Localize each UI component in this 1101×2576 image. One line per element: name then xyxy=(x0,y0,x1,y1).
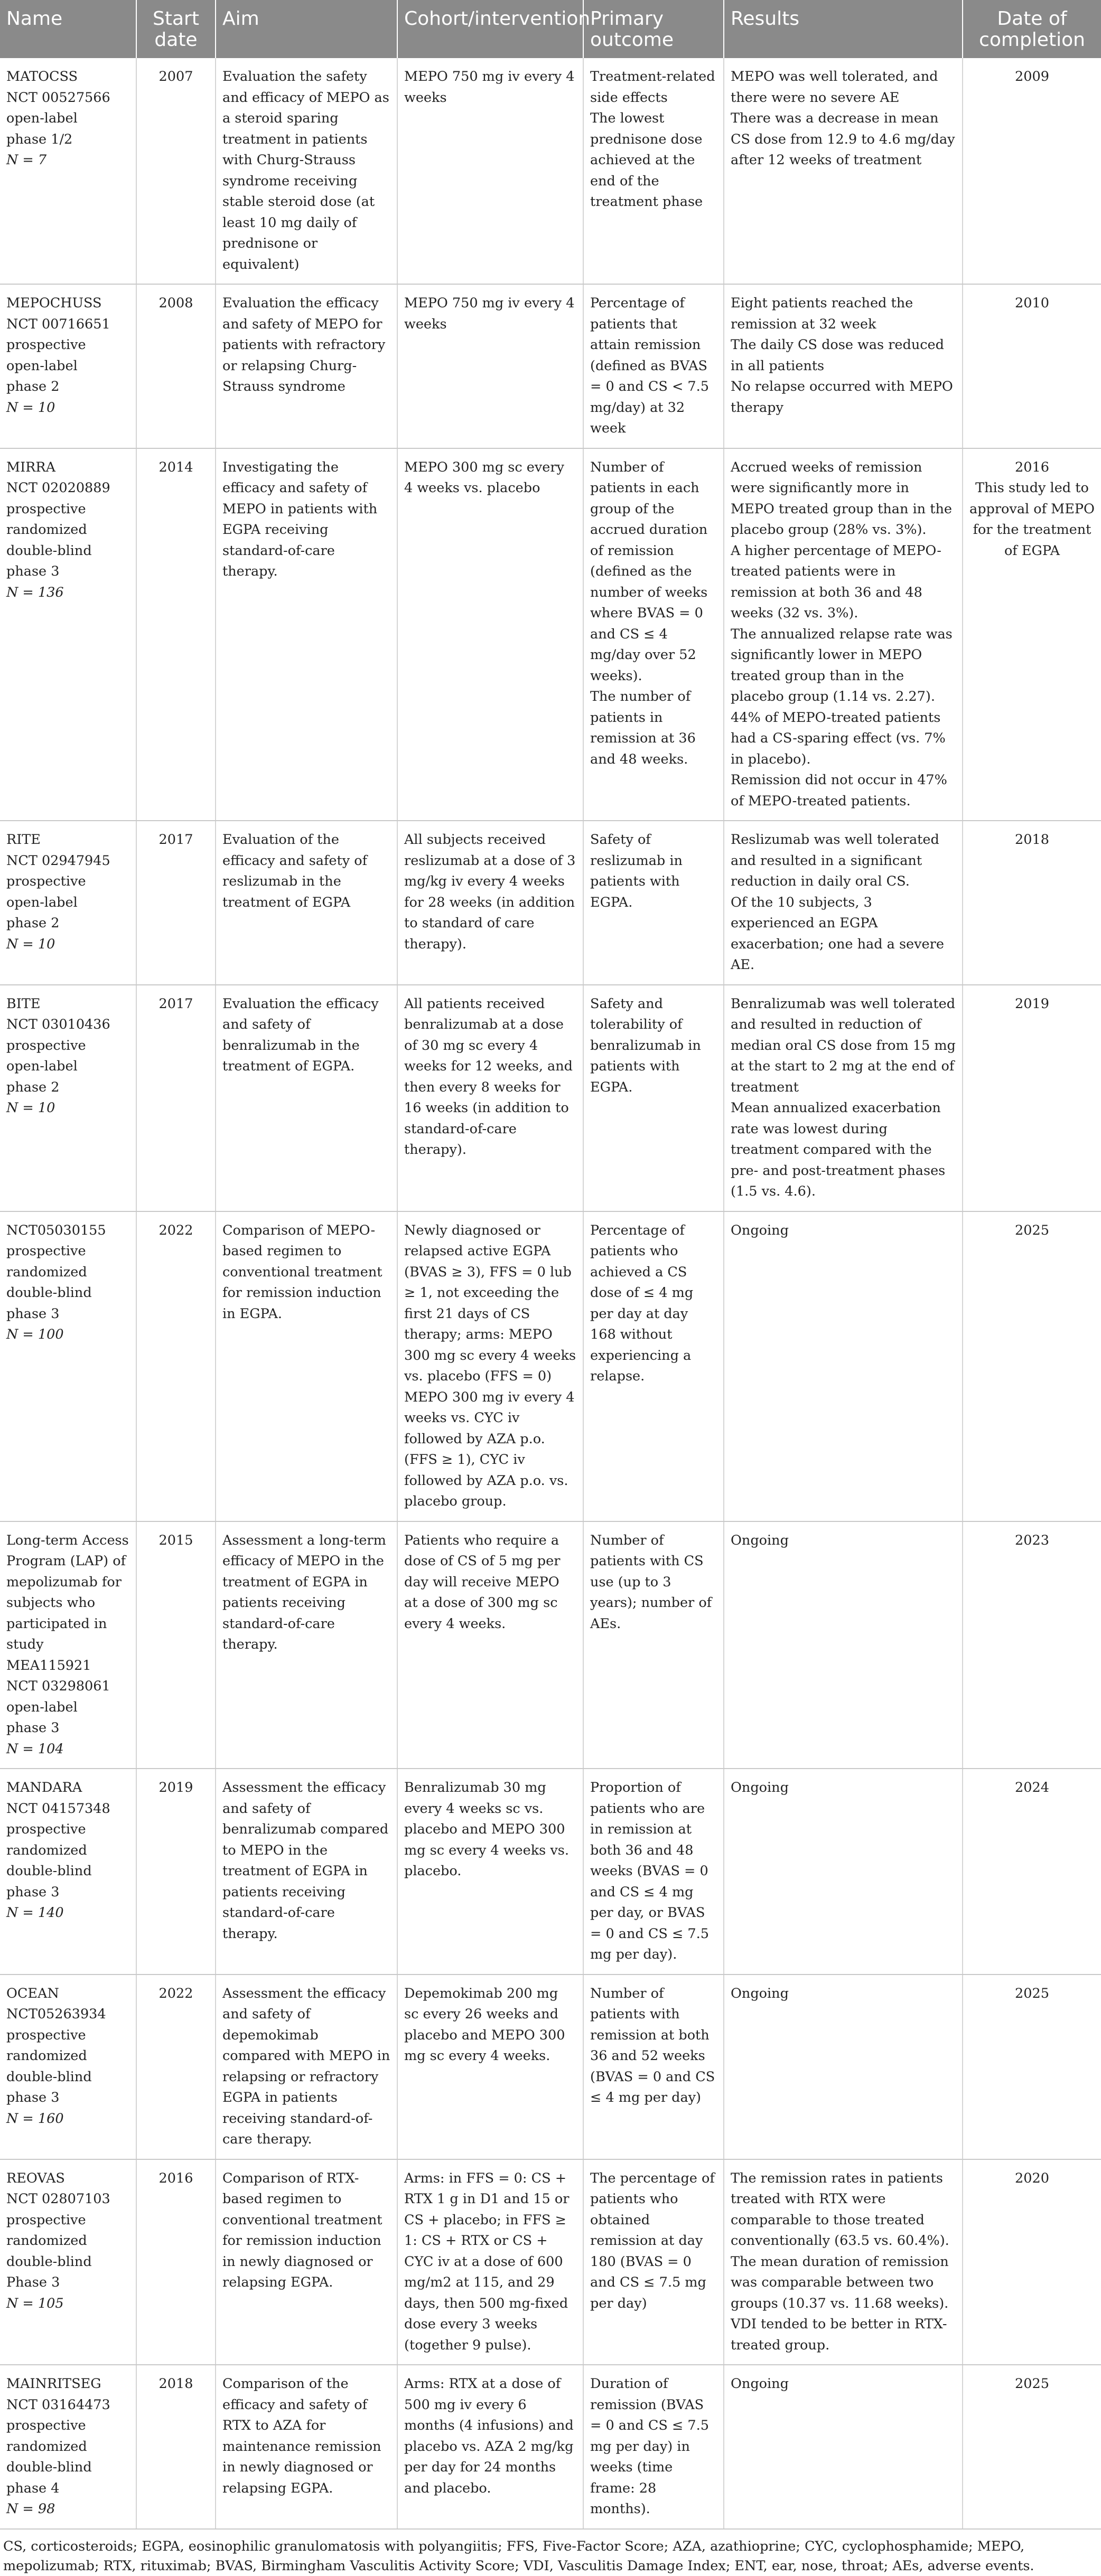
trial-sample-size: N = 136 xyxy=(6,584,64,600)
trial-name-line: RITE xyxy=(6,832,41,848)
completion-line: 2024 xyxy=(1015,1780,1049,1795)
completion-line: 2016 xyxy=(1015,459,1049,475)
trial-name-line: prospective xyxy=(6,1243,86,1259)
table-footnote: CS, corticosteroids; EGPA, eosinophilic granulomatosis with polyangiitis; FFS, Five-Factor Score; AZA, azathioprine; CYC, cyclophosphamide; MEPO, mepolizumab; RTX, rituximab; BVAS, Birmingham Vasculitis Activity Score; VDI, Vasculitis Damage Index; ENT, ear, nose, throat; AEs, adverse events. xyxy=(3,2538,1034,2574)
results-line: The mean duration of remission was comparable between two groups (10.37 vs. 11.68 weeks). xyxy=(731,2253,949,2311)
completion-line: 2009 xyxy=(1015,69,1049,84)
trial-name-line: open-label xyxy=(6,1058,78,1074)
results-line: No relapse occurred with MEPO therapy xyxy=(731,379,953,416)
trial-name-line: MAINRITSEG xyxy=(6,2376,101,2392)
trial-name-cell xyxy=(0,58,136,284)
primary-outcome-line: The lowest prednisone dose achieved at the end of the treatment phase xyxy=(590,110,703,210)
trial-sample-size: N = 100 xyxy=(6,1327,64,1342)
results-line: Mean annualized exacerbation rate was lowest during treatment compared with the pre- and post-treatment phases (1.5 vs. 4.6). xyxy=(731,1100,946,1199)
primary-outcome-line: Treatment-related side effects xyxy=(590,69,715,106)
header-aim: Aim xyxy=(216,0,397,58)
trial-name-line: double-blind xyxy=(6,2459,92,2475)
primary-outcome-cell xyxy=(583,58,724,284)
trial-sample-size: N = 104 xyxy=(6,1741,64,1757)
trial-name-line: prospective xyxy=(6,1821,86,1837)
trial-name-line: phase 2 xyxy=(6,915,60,931)
primary-outcome-line: Duration of remission (BVAS = 0 and CS ≤ 7.5 mg per day) in weeks (time frame: 28 months). xyxy=(590,2376,709,2517)
table-body xyxy=(0,58,1101,2529)
cohort-intervention-cell: Arms: RTX at a dose of 500 mg iv every 6 months (4 infusions) and placebo vs. AZA 2 mg/kg per day for 24 months and placebo. xyxy=(397,2365,583,2529)
trial-name-line: phase 3 xyxy=(6,1884,60,1900)
results-line: Ongoing xyxy=(731,1780,789,1795)
header-start-date: Start date xyxy=(136,0,216,58)
results-line: VDI tended to be better in RTX-treated group. xyxy=(731,2316,947,2353)
trial-name-line: NCT 02947945 xyxy=(6,852,110,869)
primary-outcome-cell xyxy=(583,1769,724,1975)
table-row xyxy=(0,1211,1101,1521)
aim-cell: Evaluation the efficacy and safety of benralizumab in the treatment of EGPA. xyxy=(216,985,397,1211)
results-line: There was a decrease in mean CS dose from 12.9 to 4.6 mg/day after 12 weeks of treatment xyxy=(731,110,955,168)
cohort-intervention-cell: Newly diagnosed or relapsed active EGPA (BVAS ≥ 3), FFS = 0 lub ≥ 1, not exceeding the first 21 days of CS therapy; arms: MEPO 300 mg sc every 4 weeks vs. placebo (FFS = 0) MEPO 300 mg iv every 4 weeks vs. CYC iv followed by AZA p.o. (FFS ≥ 1), CYC iv followed by AZA p.o. vs. placebo group. xyxy=(397,1211,583,1521)
trial-name-line: prospective xyxy=(6,1037,86,1054)
trial-name-line: randomized xyxy=(6,1842,87,1858)
results-line: Eight patients reached the remission at 32 week xyxy=(731,295,913,332)
trial-sample-size: N = 10 xyxy=(6,1100,55,1116)
results-cell xyxy=(724,284,963,448)
results-line: A higher percentage of MEPO-treated patients were in remission at both 36 and 48 weeks (32 vs. 3%). xyxy=(731,542,941,621)
trial-name-line: NCT 04157348 xyxy=(6,1800,110,1817)
primary-outcome-cell xyxy=(583,2159,724,2365)
start-date-cell: 2022 xyxy=(136,1211,216,1521)
results-line: The remission rates in patients treated with RTX were comparable to those treated conventionally (63.5 vs. 60.4%). xyxy=(731,2170,949,2249)
cohort-intervention-cell: Benralizumab 30 mg every 4 weeks sc vs. placebo and MEPO 300 mg sc every 4 weeks vs. placebo. xyxy=(397,1769,583,1975)
completion-date-cell xyxy=(963,2365,1101,2529)
completion-line: 2025 xyxy=(1015,1985,1049,2001)
completion-date-cell xyxy=(963,1521,1101,1769)
trial-name-line: NCT 03298061 xyxy=(6,1678,110,1694)
start-date-cell: 2018 xyxy=(136,2365,216,2529)
trial-name-line: NCT 02807103 xyxy=(6,2191,110,2207)
primary-outcome-line: The number of patients in remission at 36 and 48 weeks. xyxy=(590,689,696,767)
completion-line: 2023 xyxy=(1015,1532,1049,1548)
results-cell xyxy=(724,448,963,821)
results-cell xyxy=(724,1769,963,1975)
trial-name-line: phase 3 xyxy=(6,1305,60,1322)
primary-outcome-cell xyxy=(583,985,724,1211)
cohort-intervention-cell: MEPO 300 mg sc every 4 weeks vs. placebo xyxy=(397,448,583,821)
results-cell xyxy=(724,1975,963,2159)
results-line: MEPO was well tolerated, and there were no severe AE xyxy=(731,69,938,106)
completion-date-cell xyxy=(963,284,1101,448)
trial-name-cell xyxy=(0,1975,136,2159)
trial-name-line: phase 2 xyxy=(6,1079,60,1095)
trial-name-line: open-label xyxy=(6,894,78,910)
trial-name-line: randomized xyxy=(6,2233,87,2249)
trial-name-cell xyxy=(0,2365,136,2529)
results-line: Of the 10 subjects, 3 experienced an EGPA exacerbation; one had a severe AE. xyxy=(731,894,944,973)
results-cell xyxy=(724,1521,963,1769)
trial-name-line: REOVAS xyxy=(6,2170,65,2186)
aim-cell: Evaluation of the efficacy and safety of reslizumab in the treatment of EGPA xyxy=(216,821,397,985)
aim-cell: Assessment the efficacy and safety of benralizumab compared to MEPO in the treatment of EGPA in patients receiving standard-of-care therapy. xyxy=(216,1769,397,1975)
results-cell xyxy=(724,2159,963,2365)
trial-name-line: randomized xyxy=(6,2048,87,2064)
trial-name-cell xyxy=(0,1769,136,1975)
aim-cell: Assessment a long-term efficacy of MEPO in the treatment of EGPA in patients receiving standard-of-care therapy. xyxy=(216,1521,397,1769)
aim-cell: Evaluation the efficacy and safety of MEPO for patients with refractory or relapsing Churg-Strauss syndrome xyxy=(216,284,397,448)
primary-outcome-cell xyxy=(583,1211,724,1521)
trial-name-line: MATOCSS xyxy=(6,69,78,84)
start-date-cell: 2019 xyxy=(136,1769,216,1975)
completion-line: 2019 xyxy=(1015,995,1049,1012)
results-line: The daily CS dose was reduced in all patients xyxy=(731,337,944,374)
start-date-cell: 2022 xyxy=(136,1975,216,2159)
trial-name-line: prospective xyxy=(6,2212,86,2228)
aim-cell: Comparison of the efficacy and safety of RTX to AZA for maintenance remission in newly diagnosed or relapsing EGPA. xyxy=(216,2365,397,2529)
trial-name-line: open-label xyxy=(6,110,78,126)
completion-date-cell xyxy=(963,821,1101,985)
trial-name-line: randomized xyxy=(6,522,87,538)
primary-outcome-line: The percentage of patients who obtained remission at day 180 (BVAS = 0 and CS ≤ 7.5 mg per day) xyxy=(590,2170,715,2311)
primary-outcome-line: Number of patients with remission at both 36 and 52 weeks (BVAS = 0 and CS ≤ 4 mg per day) xyxy=(590,1985,715,2105)
primary-outcome-cell xyxy=(583,821,724,985)
cohort-intervention-cell: All patients received benralizumab at a dose of 30 mg sc every 4 weeks for 12 weeks, and then every 8 weeks for 16 weeks (in addition to standard-of-care therapy). xyxy=(397,985,583,1211)
table-row xyxy=(0,284,1101,448)
table-row xyxy=(0,1975,1101,2159)
trial-sample-size: N = 105 xyxy=(6,2295,64,2311)
table-row xyxy=(0,2159,1101,2365)
trial-sample-size: N = 98 xyxy=(6,2501,55,2517)
trial-name-line: NCT05263934 xyxy=(6,2006,106,2022)
table-row xyxy=(0,1769,1101,1975)
trial-name-line: double-blind xyxy=(6,2069,92,2085)
table-row xyxy=(0,2365,1101,2529)
trial-name-line: phase 3 xyxy=(6,563,60,579)
results-line: Accrued weeks of remission were significantly more in MEPO treated group than in the placebo group (28% vs. 3%). xyxy=(731,459,952,538)
trial-name-line: NCT 03164473 xyxy=(6,2396,110,2413)
completion-line: 2025 xyxy=(1015,1222,1049,1238)
trial-name-line: NCT05030155 xyxy=(6,1222,106,1238)
completion-line: 2010 xyxy=(1015,295,1049,311)
trial-name-line: MEPOCHUSS xyxy=(6,295,102,311)
trial-name-line: phase 2 xyxy=(6,379,60,394)
header-date-of-completion: Date of completion xyxy=(963,0,1101,58)
completion-date-cell xyxy=(963,1975,1101,2159)
completion-line: This study led to approval of MEPO for the treatment of EGPA xyxy=(969,480,1095,559)
trial-name-line: double-blind xyxy=(6,1863,92,1879)
trial-name-cell xyxy=(0,1521,136,1769)
trial-name-line: prospective xyxy=(6,2027,86,2043)
table-header-row xyxy=(0,0,1101,58)
trial-sample-size: N = 10 xyxy=(6,936,55,952)
aim-cell: Comparison of RTX-based regimen to conventional treatment for remission induction in newly diagnosed or relapsing EGPA. xyxy=(216,2159,397,2365)
trial-name-line: NCT 02020889 xyxy=(6,480,110,496)
primary-outcome-cell xyxy=(583,2365,724,2529)
trial-name-cell xyxy=(0,284,136,448)
trial-name-line: MIRRA xyxy=(6,459,55,475)
trial-name-line: randomized xyxy=(6,2438,87,2455)
results-line: The annualized relapse rate was significantly lower in MEPO treated group than in the placebo group (1.14 vs. 2.27). xyxy=(731,626,953,704)
table-row xyxy=(0,1521,1101,1769)
trial-name-line: randomized xyxy=(6,1264,87,1280)
trial-name-line: prospective xyxy=(6,873,86,889)
primary-outcome-line: Percentage of patients that attain remission (defined as BVAS = 0 and CS < 7.5 mg/day) at 32 week xyxy=(590,295,709,436)
start-date-cell: 2008 xyxy=(136,284,216,448)
trial-sample-size: N = 140 xyxy=(6,1905,64,1921)
trial-sample-size: N = 160 xyxy=(6,2110,64,2127)
cohort-intervention-cell: MEPO 750 mg iv every 4 weeks xyxy=(397,58,583,284)
cohort-intervention-cell: MEPO 750 mg iv every 4 weeks xyxy=(397,284,583,448)
start-date-cell: 2017 xyxy=(136,821,216,985)
start-date-cell: 2015 xyxy=(136,1521,216,1769)
trial-name-cell xyxy=(0,821,136,985)
trial-name-line: prospective xyxy=(6,337,86,353)
table-row xyxy=(0,448,1101,821)
aim-cell: Evaluation the safety and efficacy of MEPO as a steroid sparing treatment in patients with Churg-Strauss syndrome receiving stable steroid dose (at least 10 mg daily of prednisone or equivalent) xyxy=(216,58,397,284)
results-line: Benralizumab was well tolerated and resulted in reduction of median oral CS dose from 15 mg at the start to 2 mg at the end of treatment xyxy=(731,995,956,1095)
cohort-intervention-cell: All subjects received reslizumab at a dose of 3 mg/kg iv every 4 weeks for 28 weeks (in addition to standard of care therapy). xyxy=(397,821,583,985)
table-row xyxy=(0,821,1101,985)
trial-name-line: double-blind xyxy=(6,2253,92,2270)
trial-name-line: open-label xyxy=(6,358,78,374)
primary-outcome-line: Number of patients in each group of the accrued duration of remission (defined as the number of weeks where BVAS = 0 and CS ≤ 4 mg/day over 52 weeks). xyxy=(590,459,708,684)
completion-date-cell xyxy=(963,58,1101,284)
trial-name-line: double-blind xyxy=(6,542,92,559)
aim-cell: Assessment the efficacy and safety of depemokimab compared with MEPO in relapsing or refractory EGPA in patients receiving standard-of-care therapy. xyxy=(216,1975,397,2159)
trial-name-line: prospective xyxy=(6,501,86,517)
cohort-intervention-cell: Patients who require a dose of CS of 5 mg per day will receive MEPO at a dose of 300 mg sc every 4 weeks. xyxy=(397,1521,583,1769)
trial-name-line: phase 3 xyxy=(6,1720,60,1736)
results-cell xyxy=(724,2365,963,2529)
trial-name-line: Long-term Access Program (LAP) of mepolizumab for subjects who participated in study MEA115921 xyxy=(6,1532,129,1674)
header-results: Results xyxy=(724,0,963,58)
completion-date-cell xyxy=(963,2159,1101,2365)
trial-name-cell xyxy=(0,1211,136,1521)
trial-name-cell xyxy=(0,985,136,1211)
trial-name-line: BITE xyxy=(6,995,41,1012)
trial-name-line: OCEAN xyxy=(6,1985,59,2001)
trial-name-cell xyxy=(0,448,136,821)
completion-date-cell xyxy=(963,448,1101,821)
completion-line: 2025 xyxy=(1015,2376,1049,2392)
completion-line: 2020 xyxy=(1015,2170,1049,2186)
primary-outcome-cell xyxy=(583,1975,724,2159)
results-line: Ongoing xyxy=(731,1532,789,1548)
trial-sample-size: N = 7 xyxy=(6,152,47,168)
start-date-cell: 2007 xyxy=(136,58,216,284)
results-line: Ongoing xyxy=(731,1222,789,1238)
aim-cell: Comparison of MEPO-based regimen to conventional treatment for remission induction in EGPA. xyxy=(216,1211,397,1521)
primary-outcome-line: Number of patients with CS use (up to 3 years); number of AEs. xyxy=(590,1532,712,1632)
results-cell xyxy=(724,985,963,1211)
results-line: Ongoing xyxy=(731,1985,789,2001)
results-line: Remission did not occur in 47% of MEPO-treated patients. xyxy=(731,772,947,809)
primary-outcome-line: Proportion of patients who are in remission at both 36 and 48 weeks (BVAS = 0 and CS ≤ 4 mg per day, or BVAS = 0 and CS ≤ 7.5 mg per day). xyxy=(590,1780,709,1962)
primary-outcome-cell xyxy=(583,284,724,448)
primary-outcome-line: Safety and tolerability of benralizumab in patients with EGPA. xyxy=(590,995,701,1095)
results-line: 44% of MEPO-treated patients had a CS-sparing effect (vs. 7% in placebo). xyxy=(731,709,946,767)
results-cell xyxy=(724,1211,963,1521)
trial-name-line: phase 3 xyxy=(6,2090,60,2105)
completion-date-cell xyxy=(963,985,1101,1211)
trial-name-line: open-label xyxy=(6,1699,78,1715)
header-primary-outcome: Primary outcome xyxy=(583,0,724,58)
trial-name-line: phase 4 xyxy=(6,2480,60,2496)
cohort-intervention-cell: Arms: in FFS = 0: CS + RTX 1 g in D1 and 15 or CS + placebo; in FFS ≥ 1: CS + RTX or CS + CYC iv at a dose of 600 mg/m2 at 115, and 29 days, then 500 mg-fixed dose every 3 weeks (together 9 pulse). xyxy=(397,2159,583,2365)
header-cohort: Cohort/intervention xyxy=(397,0,583,58)
trial-name-line: NCT 00527566 xyxy=(6,89,110,106)
completion-date-cell xyxy=(963,1769,1101,1975)
table-row xyxy=(0,58,1101,284)
start-date-cell: 2017 xyxy=(136,985,216,1211)
results-cell xyxy=(724,821,963,985)
results-line: Ongoing xyxy=(731,2376,789,2392)
primary-outcome-cell xyxy=(583,448,724,821)
trial-name-line: prospective xyxy=(6,2418,86,2433)
header-name: Name xyxy=(0,0,136,58)
trial-name-line: NCT 00716651 xyxy=(6,316,110,332)
completion-line: 2018 xyxy=(1015,832,1049,848)
results-cell xyxy=(724,58,963,284)
trial-name-line: Phase 3 xyxy=(6,2274,60,2290)
trial-name-line: phase 1/2 xyxy=(6,131,73,147)
trial-name-line: double-blind xyxy=(6,1285,92,1301)
aim-cell: Investigating the efficacy and safety of MEPO in patients with EGPA receiving standard-of-care therapy. xyxy=(216,448,397,821)
trial-name-cell xyxy=(0,2159,136,2365)
primary-outcome-line: Percentage of patients who achieved a CS dose of ≤ 4 mg per day at day 168 without experiencing a relapse. xyxy=(590,1222,694,1384)
trial-sample-size: N = 10 xyxy=(6,399,55,416)
table-row xyxy=(0,985,1101,1211)
cohort-intervention-cell: Depemokimab 200 mg sc every 26 weeks and placebo and MEPO 300 mg sc every 4 weeks. xyxy=(397,1975,583,2159)
start-date-cell: 2016 xyxy=(136,2159,216,2365)
start-date-cell: 2014 xyxy=(136,448,216,821)
primary-outcome-line: Safety of reslizumab in patients with EGPA. xyxy=(590,832,683,910)
completion-date-cell xyxy=(963,1211,1101,1521)
trial-name-line: NCT 03010436 xyxy=(6,1017,110,1032)
results-line: Reslizumab was well tolerated and resulted in a significant reduction in daily oral CS. xyxy=(731,832,939,889)
trial-name-line: MANDARA xyxy=(6,1780,82,1795)
primary-outcome-cell xyxy=(583,1521,724,1769)
